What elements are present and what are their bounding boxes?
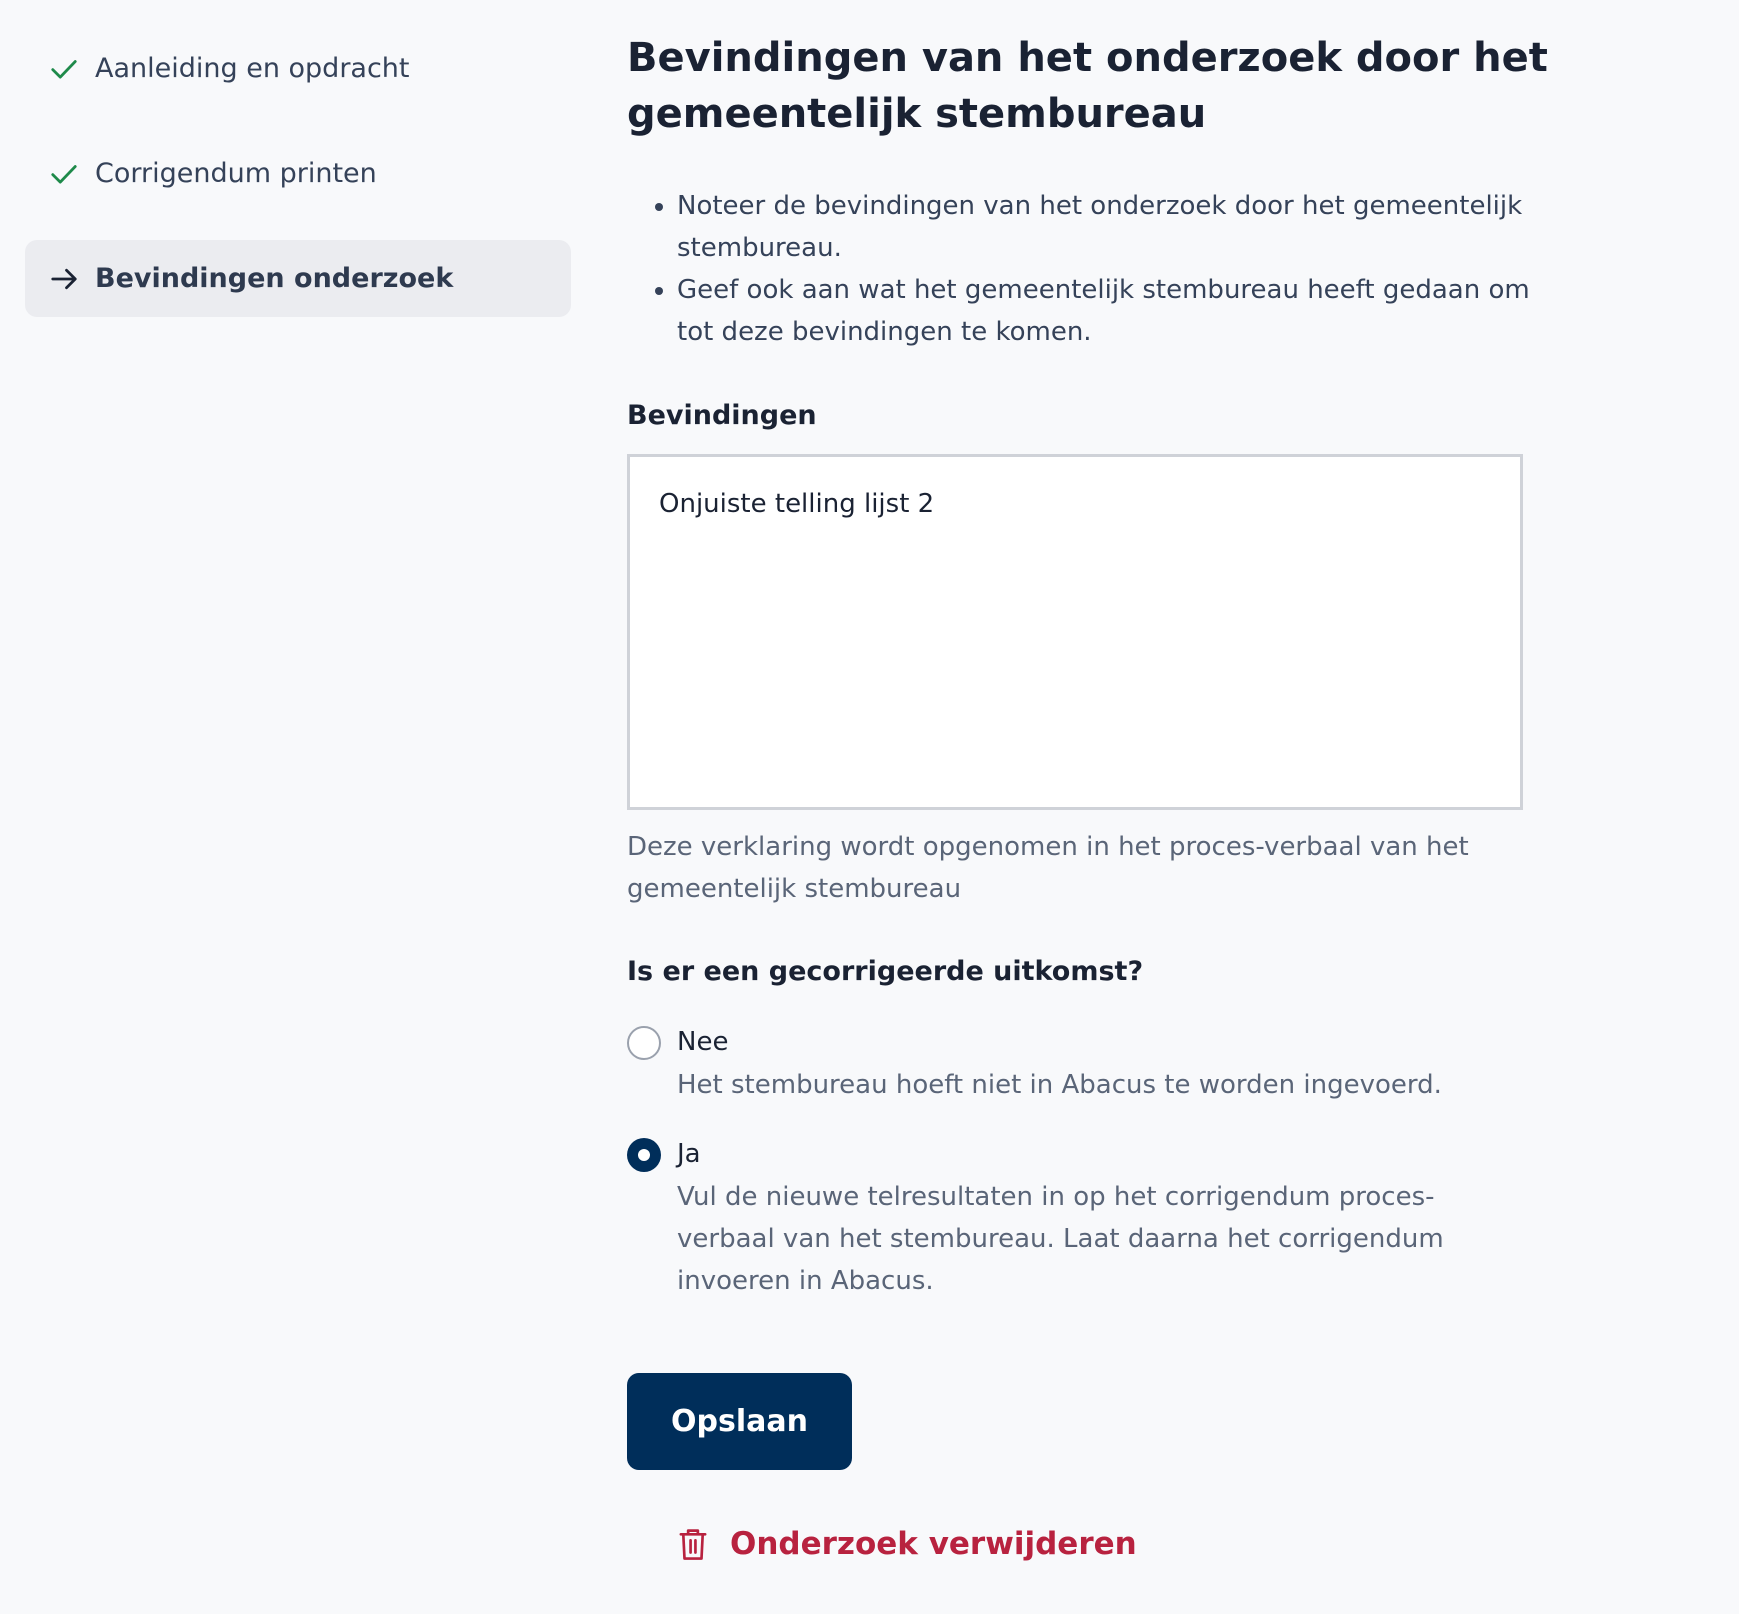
corrected-result-question: Is er een gecorrigeerde uitkomst? [627, 956, 1144, 987]
findings-label: Bevindingen [627, 400, 817, 431]
delete-label: Onderzoek verwijderen [730, 1526, 1137, 1562]
radio-ja-description: Vul de nieuwe telresultaten in op het corrigendum proces-verbaal van het stembureau. Laat daarna het corrigendum invoeren in Abacus. [677, 1182, 1444, 1296]
radio-ja[interactable] [627, 1138, 661, 1172]
sidebar-item-label: Aanleiding en opdracht [95, 53, 410, 84]
arrow-right-icon [49, 264, 79, 294]
instruction-item: • Noteer de bevindingen van het onderzoek door het gemeentelijk stembureau. [677, 185, 1537, 269]
radio-nee[interactable] [627, 1026, 661, 1060]
page-title: Bevindingen van het onderzoek door het gemeentelijk stembureau [627, 35, 1548, 137]
findings-hint: Deze verklaring wordt opgenomen in het proces-verbaal van het gemeentelijk stembureau [627, 832, 1469, 904]
check-icon [49, 54, 79, 84]
instruction-item: • Geef ook aan wat het gemeentelijk stembureau heeft gedaan om tot deze bevindingen te komen. [677, 269, 1537, 353]
radio-ja-label[interactable]: Ja [677, 1139, 701, 1169]
findings-textarea[interactable] [627, 454, 1523, 810]
check-icon [49, 159, 79, 189]
radio-nee-description: Het stembureau hoeft niet in Abacus te worden ingevoerd. [677, 1070, 1442, 1100]
sidebar-item-bevindingen[interactable] [25, 240, 571, 317]
sidebar-item-label: Bevindingen onderzoek [95, 263, 454, 294]
sidebar-item-aanleiding[interactable] [25, 30, 571, 107]
save-button[interactable]: Opslaan [627, 1373, 852, 1470]
sidebar-item-label: Corrigendum printen [95, 158, 377, 189]
delete-investigation-button[interactable] [678, 1526, 1137, 1562]
radio-nee-label[interactable]: Nee [677, 1027, 729, 1057]
sidebar-item-corrigendum[interactable] [25, 135, 571, 212]
instruction-list [627, 185, 1537, 353]
trash-icon [678, 1527, 708, 1561]
